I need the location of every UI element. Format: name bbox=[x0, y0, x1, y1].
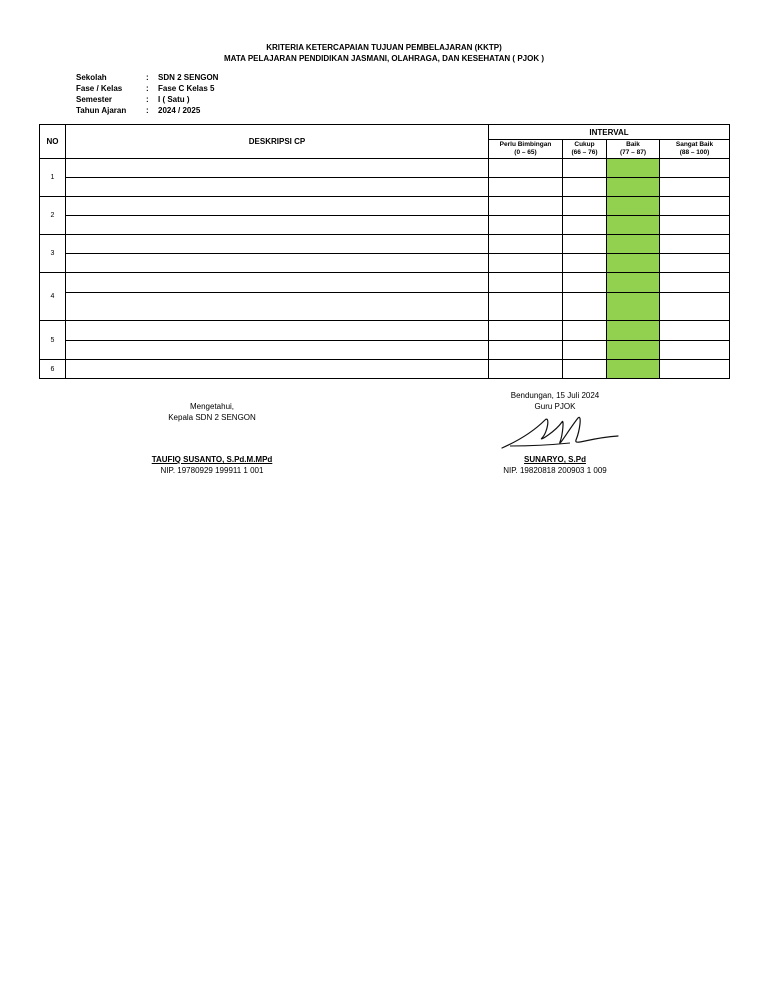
baik-cell bbox=[607, 321, 660, 341]
table-row bbox=[40, 321, 730, 341]
info-colon: : bbox=[146, 95, 149, 104]
perlu-bimbingan-cell bbox=[489, 321, 563, 341]
deskripsi-cell bbox=[66, 273, 489, 293]
cukup-cell bbox=[563, 360, 607, 379]
interval-range: (0 – 65) bbox=[514, 149, 537, 156]
row-number: 5 bbox=[40, 321, 66, 360]
teacher-title: Guru PJOK bbox=[534, 402, 576, 411]
deskripsi-cell bbox=[66, 178, 489, 197]
sangat-baik-cell bbox=[660, 235, 730, 254]
headmaster-title: Kepala SDN 2 SENGON bbox=[168, 413, 256, 422]
teacher-nip: NIP. 19820818 200903 1 009 bbox=[503, 466, 607, 475]
cukup-cell bbox=[563, 293, 607, 321]
perlu-bimbingan-cell bbox=[489, 178, 563, 197]
cukup-cell bbox=[563, 216, 607, 235]
cukup-cell bbox=[563, 254, 607, 273]
info-colon: : bbox=[146, 73, 149, 82]
perlu-bimbingan-cell bbox=[489, 254, 563, 273]
baik-cell bbox=[607, 216, 660, 235]
deskripsi-cell bbox=[66, 254, 489, 273]
cukup-cell bbox=[563, 341, 607, 360]
interval-label: Cukup bbox=[574, 141, 595, 148]
cukup-cell bbox=[563, 273, 607, 293]
row-number: 4 bbox=[40, 273, 66, 321]
interval-range: (66 – 76) bbox=[571, 149, 598, 156]
sangat-baik-cell bbox=[660, 178, 730, 197]
sangat-baik-cell bbox=[660, 293, 730, 321]
interval-header-sangat-baik bbox=[660, 140, 730, 159]
info-row-fase bbox=[76, 83, 218, 94]
baik-cell bbox=[607, 293, 660, 321]
perlu-bimbingan-cell bbox=[489, 197, 563, 216]
sangat-baik-cell bbox=[660, 341, 730, 360]
info-label: Semester bbox=[76, 95, 113, 104]
sangat-baik-cell bbox=[660, 197, 730, 216]
column-header-interval: INTERVAL bbox=[489, 125, 730, 140]
cukup-cell bbox=[563, 178, 607, 197]
row-number: 1 bbox=[40, 159, 66, 197]
sangat-baik-cell bbox=[660, 254, 730, 273]
info-row-semester bbox=[76, 94, 218, 105]
table-row bbox=[40, 197, 730, 216]
info-label: Tahun Ajaran bbox=[76, 106, 127, 115]
table-row bbox=[40, 273, 730, 293]
info-colon: : bbox=[146, 84, 149, 93]
column-header-deskripsi: DESKRIPSI CP bbox=[66, 125, 489, 159]
deskripsi-cell bbox=[66, 341, 489, 360]
deskripsi-cell bbox=[66, 159, 489, 178]
baik-cell bbox=[607, 197, 660, 216]
table-row bbox=[40, 293, 730, 321]
deskripsi-cell bbox=[66, 293, 489, 321]
table-row bbox=[40, 216, 730, 235]
cukup-cell bbox=[563, 159, 607, 178]
interval-label: Sangat Baik bbox=[675, 141, 714, 148]
row-number: 2 bbox=[40, 197, 66, 235]
baik-cell bbox=[607, 159, 660, 178]
sangat-baik-cell bbox=[660, 273, 730, 293]
info-label: Sekolah bbox=[76, 73, 107, 82]
interval-header-baik bbox=[607, 140, 660, 159]
deskripsi-cell bbox=[66, 321, 489, 341]
baik-cell bbox=[607, 273, 660, 293]
info-value: 2024 / 2025 bbox=[158, 106, 201, 115]
table-row bbox=[40, 178, 730, 197]
table-row bbox=[40, 254, 730, 273]
table-row bbox=[40, 341, 730, 360]
info-label: Fase / Kelas bbox=[76, 84, 123, 93]
info-block bbox=[76, 72, 218, 116]
sangat-baik-cell bbox=[660, 216, 730, 235]
info-colon: : bbox=[146, 106, 149, 115]
table-row bbox=[40, 159, 730, 178]
deskripsi-cell bbox=[66, 197, 489, 216]
perlu-bimbingan-cell bbox=[489, 235, 563, 254]
cukup-cell bbox=[563, 197, 607, 216]
table-row bbox=[40, 360, 730, 379]
document-title-line2: MATA PELAJARAN PENDIDIKAN JASMANI, OLAHRAGA, DAN KESEHATAN ( PJOK ) bbox=[223, 54, 544, 63]
perlu-bimbingan-cell bbox=[489, 293, 563, 321]
sangat-baik-cell bbox=[660, 159, 730, 178]
interval-range: (88 – 100) bbox=[679, 149, 710, 156]
info-row-sekolah bbox=[76, 72, 218, 83]
place-date: Bendungan, 15 Juli 2024 bbox=[510, 391, 600, 400]
interval-header-cukup bbox=[563, 140, 607, 159]
perlu-bimbingan-cell bbox=[489, 216, 563, 235]
headmaster-acknowledge: Mengetahui, bbox=[189, 402, 235, 411]
baik-cell bbox=[607, 254, 660, 273]
info-value: SDN 2 SENGON bbox=[158, 73, 219, 82]
interval-range: (77 – 87) bbox=[619, 149, 647, 156]
table-row bbox=[40, 235, 730, 254]
interval-header-perlu-bimbingan bbox=[489, 140, 563, 159]
kktp-table bbox=[39, 124, 730, 379]
interval-label: Perlu Bimbingan bbox=[499, 141, 552, 148]
baik-cell bbox=[607, 235, 660, 254]
baik-cell bbox=[607, 178, 660, 197]
handwritten-signature bbox=[500, 410, 620, 455]
sangat-baik-cell bbox=[660, 321, 730, 341]
row-number: 6 bbox=[40, 360, 66, 379]
perlu-bimbingan-cell bbox=[489, 273, 563, 293]
row-number: 3 bbox=[40, 235, 66, 273]
document-title-line1: KRITERIA KETERCAPAIAN TUJUAN PEMBELAJARAN (KKTP) bbox=[266, 43, 502, 52]
cukup-cell bbox=[563, 321, 607, 341]
interval-label: Baik bbox=[626, 141, 640, 148]
info-value: I ( Satu ) bbox=[158, 95, 190, 104]
teacher-name: SUNARYO, S.Pd bbox=[524, 455, 586, 464]
perlu-bimbingan-cell bbox=[489, 341, 563, 360]
baik-cell bbox=[607, 360, 660, 379]
headmaster-name: TAUFIQ SUSANTO, S.Pd.M.MPd bbox=[151, 455, 273, 464]
perlu-bimbingan-cell bbox=[489, 360, 563, 379]
deskripsi-cell bbox=[66, 235, 489, 254]
headmaster-nip: NIP. 19780929 199911 1 001 bbox=[160, 466, 264, 475]
column-header-no: NO bbox=[40, 125, 66, 159]
sangat-baik-cell bbox=[660, 360, 730, 379]
deskripsi-cell bbox=[66, 360, 489, 379]
perlu-bimbingan-cell bbox=[489, 159, 563, 178]
info-value: Fase C Kelas 5 bbox=[158, 84, 215, 93]
baik-cell bbox=[607, 341, 660, 360]
info-row-tahun bbox=[76, 105, 218, 116]
cukup-cell bbox=[563, 235, 607, 254]
deskripsi-cell bbox=[66, 216, 489, 235]
